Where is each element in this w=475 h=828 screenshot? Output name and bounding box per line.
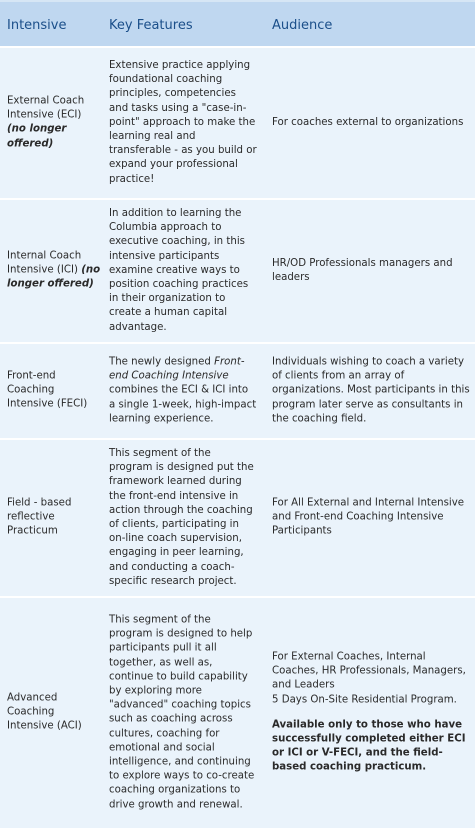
no-longer-offered-note: (no longer offered): [7, 124, 67, 150]
intensive-name: External Coach Intensive (ECI): [7, 95, 85, 121]
key-features-cell: In addition to learning the Columbia approach to executive coaching, in this intensive participants examine creative ways to position coaching practices in their organization to create a human capital advantage.: [109, 208, 249, 333]
intensive-name: Internal Coach Intensive (ICI): [7, 250, 82, 276]
audience-cell: For All External and Internal Intensive and Front-end Coaching Intensive Participants: [272, 497, 465, 538]
table-row-eci: [0, 46, 475, 198]
table-header: [0, 0, 475, 46]
key-features-cell: This segment of the program is designed put the framework learned during the front-end intensive in action through the coaching of clients, participating in on-line coach supervision, engaging in peer learning, and conducting a coach-specific research project.: [109, 447, 254, 587]
spacer: [272, 708, 470, 719]
intensive-name-cell: [7, 250, 103, 293]
header-intensive: Intensive: [7, 18, 67, 33]
audience-cell: Individuals wishing to coach a variety of clients from an array of organizations. Most participants in this program later serve as consultants in the coaching field.: [272, 356, 470, 425]
no-longer-offered-note: (no longer offered): [7, 264, 101, 291]
audience-cell: For coaches external to organizations: [272, 116, 464, 128]
table-row-aci: [0, 596, 475, 828]
header-audience: Audience: [272, 18, 333, 33]
intensive-name: Advanced Coaching Intensive (ACI): [7, 692, 82, 733]
key-features-cell: [109, 355, 257, 426]
audience-duration: 5 Days On-Site Residential Program.: [272, 694, 457, 706]
table-row-feci: [0, 342, 475, 438]
audience-prerequisite: Available only to those who have successfully completed either ECI or ICI or V-FECI, and the field-based coaching practicum.: [272, 719, 466, 774]
intensive-name-cell: [7, 95, 103, 152]
audience-cell: [272, 651, 470, 776]
features-emphasis: Front-end Coaching Intensive: [109, 356, 245, 382]
intensive-name: Front-end Coaching Intensive (FECI): [7, 370, 88, 411]
key-features-cell: Extensive practice applying foundational coaching principles, competencies and tasks using a "case-in-point" approach to make the learning real and transferable - as you build or expand your professional practice!: [109, 60, 257, 185]
key-features-cell: This segment of the program is designed to help participants pull it all together, as well as, continue to build capability by exploring more "advanced" coaching topics such as coaching across cultures, coaching for emotional and social intelligence, and continuing to explore ways to co-create coaching organizations to drive growth and renewal.: [109, 614, 255, 811]
features-text: The newly designed: [109, 356, 215, 368]
table-row-practicum: [0, 438, 475, 596]
header-key-features: Key Features: [109, 18, 193, 33]
audience-cell: HR/OD Professionals managers and leaders: [272, 257, 453, 283]
audience-text: For External Coaches, Internal Coaches, HR Professionals, Managers, and Leaders: [272, 651, 466, 692]
features-text: combines the ECI & ICI into a single 1-week, high-impact learning experience.: [109, 384, 257, 425]
intensive-name: Field - based reflective Practicum: [7, 497, 72, 538]
table-row-ici: [0, 198, 475, 342]
